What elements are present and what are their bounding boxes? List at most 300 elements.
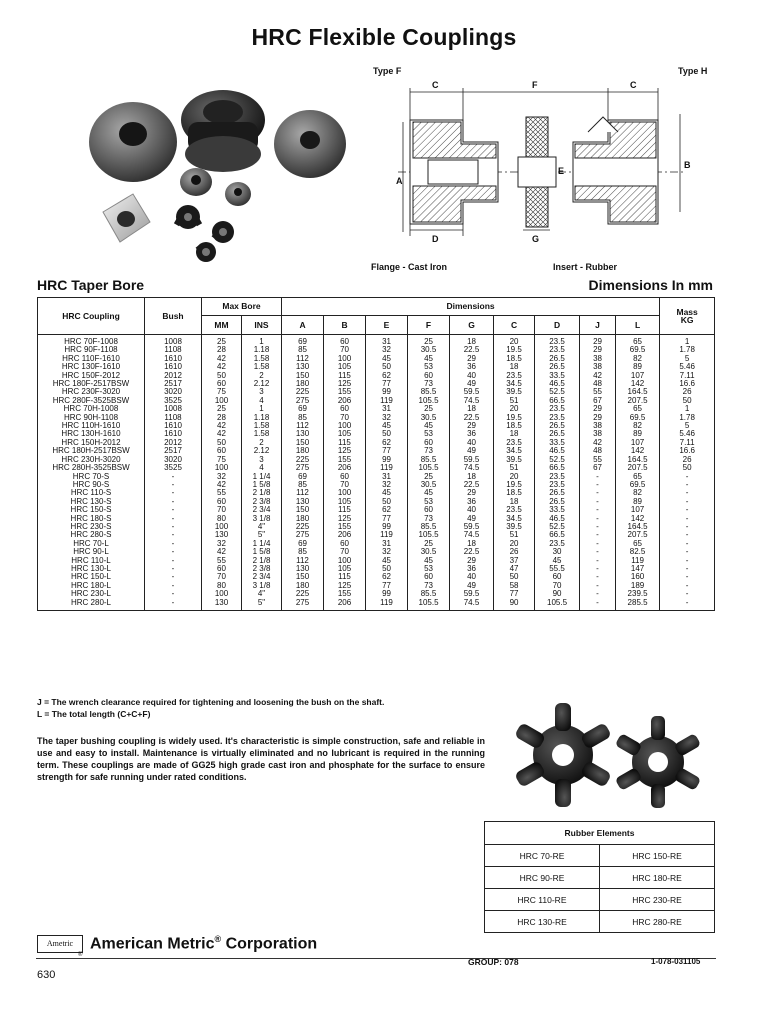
- spec-cell: 52.5: [535, 523, 580, 531]
- spec-cell: 5: [660, 422, 715, 430]
- spec-cell: 40: [450, 372, 494, 380]
- spec-cell: 119: [616, 557, 660, 565]
- spec-cell: 23.5: [535, 405, 580, 413]
- spec-cell: 105: [324, 430, 366, 438]
- spec-cell: 225: [282, 456, 324, 464]
- spec-cell: -: [660, 531, 715, 539]
- spec-cell: -: [660, 565, 715, 573]
- spec-cell: 26.5: [535, 498, 580, 506]
- spec-cell: -: [145, 506, 202, 514]
- document-code: 1-078-031105: [651, 957, 701, 966]
- spec-cell: 90: [494, 599, 535, 611]
- note-j: J = The wrench clearance required for tightening and loosening the bush on the shaft.: [37, 697, 385, 707]
- header-mm: MM: [202, 316, 242, 335]
- coupling-model-cell: HRC 130H-1610: [38, 430, 145, 438]
- description-paragraph: The taper bushing coupling is widely used. It's characteristic is simple construction, safe and reliable in use and easy to install. Maintenance is virtually eliminated and no lubricant is required in the running term. These couplings are made of GG25 high grade cast iron and phosphate for the surface to ensure strength for safe running under rated conditions.: [37, 736, 485, 782]
- group-code: GROUP: 078: [468, 957, 519, 967]
- spec-cell: 38: [580, 355, 616, 363]
- spec-cell: 26.5: [535, 363, 580, 371]
- spec-cell: 40: [450, 573, 494, 581]
- spec-cell: 77: [366, 582, 408, 590]
- spec-cell: 51: [494, 397, 535, 405]
- spec-cell: -: [660, 548, 715, 556]
- spec-cell: 82.5: [616, 548, 660, 556]
- spec-cell: 105: [324, 498, 366, 506]
- spec-cell: 23.5: [535, 540, 580, 548]
- table-row: [38, 380, 715, 388]
- spec-cell: 3: [242, 456, 282, 464]
- table-row: [38, 599, 715, 611]
- spec-cell: 125: [324, 380, 366, 388]
- spec-cell: 1610: [145, 363, 202, 371]
- spec-cell: -: [145, 565, 202, 573]
- spec-cell: 70: [324, 346, 366, 354]
- spec-cell: 50: [202, 372, 242, 380]
- spec-cell: 5.46: [660, 363, 715, 371]
- spec-cell: -: [660, 481, 715, 489]
- spec-cell: 50: [660, 464, 715, 472]
- spec-cell: 275: [282, 599, 324, 611]
- spec-cell: 75: [202, 456, 242, 464]
- spec-cell: 59.5: [450, 590, 494, 598]
- spec-cell: -: [580, 506, 616, 514]
- spec-cell: 155: [324, 388, 366, 396]
- spec-cell: 34.5: [494, 380, 535, 388]
- spec-cell: 32: [366, 481, 408, 489]
- spec-cell: 1008: [145, 335, 202, 347]
- spec-cell: 1.18: [242, 346, 282, 354]
- header-dimensions: Dimensions: [282, 298, 660, 316]
- spec-cell: 60: [408, 372, 450, 380]
- spec-cell: 1: [242, 405, 282, 413]
- table-row: [38, 489, 715, 497]
- spec-cell: 60: [202, 565, 242, 573]
- spec-cell: 25: [408, 473, 450, 481]
- coupling-model-cell: HRC 90H-1108: [38, 414, 145, 422]
- spec-cell: -: [145, 599, 202, 611]
- spec-cell: 37: [494, 557, 535, 565]
- rubber-cell: HRC 110-RE: [485, 889, 600, 911]
- spec-cell: 28: [202, 346, 242, 354]
- coupling-model-cell: HRC 90-S: [38, 481, 145, 489]
- spec-cell: 36: [450, 565, 494, 573]
- spec-cell: 16.6: [660, 380, 715, 388]
- spec-cell: 60: [408, 506, 450, 514]
- coupling-model-cell: HRC 230H-3020: [38, 456, 145, 464]
- spec-cell: 2 3/8: [242, 498, 282, 506]
- spec-cell: 42: [202, 430, 242, 438]
- spec-cell: 20: [494, 405, 535, 413]
- spec-cell: 125: [324, 582, 366, 590]
- spec-cell: -: [660, 498, 715, 506]
- table-row: [38, 456, 715, 464]
- spec-cell: 73: [408, 380, 450, 388]
- spec-cell: 82: [616, 489, 660, 497]
- dim-c-left: C: [432, 80, 439, 90]
- spec-cell: 22.5: [450, 346, 494, 354]
- table-row: [38, 548, 715, 556]
- spec-cell: 3525: [145, 464, 202, 472]
- spec-cell: 33.5: [535, 506, 580, 514]
- spec-cell: 25: [202, 335, 242, 347]
- spec-cell: 22.5: [450, 481, 494, 489]
- spec-cell: 45: [408, 557, 450, 565]
- spec-cell: 1 1/4: [242, 540, 282, 548]
- spec-cell: 69.5: [616, 414, 660, 422]
- spec-cell: 30: [535, 548, 580, 556]
- spec-cell: 49: [450, 380, 494, 388]
- spec-cell: 82: [616, 355, 660, 363]
- spec-cell: 29: [450, 422, 494, 430]
- spec-cell: 119: [366, 531, 408, 539]
- coupling-product-photo: [78, 82, 358, 292]
- spec-cell: 82: [616, 422, 660, 430]
- spec-cell: -: [660, 557, 715, 565]
- spec-cell: 53: [408, 565, 450, 573]
- spec-cell: 2012: [145, 372, 202, 380]
- spec-cell: 5: [660, 355, 715, 363]
- spec-cell: -: [145, 515, 202, 523]
- header-g: G: [450, 316, 494, 335]
- spec-cell: 20: [494, 540, 535, 548]
- spec-cell: 31: [366, 335, 408, 347]
- spec-cell: 20: [494, 473, 535, 481]
- spec-cell: 38: [580, 363, 616, 371]
- spec-cell: 46.5: [535, 447, 580, 455]
- spec-cell: 2012: [145, 439, 202, 447]
- rubber-cell: HRC 280-RE: [600, 911, 715, 933]
- coupling-model-cell: HRC 70F-1008: [38, 335, 145, 347]
- spec-cell: 59.5: [450, 388, 494, 396]
- spec-cell: 69: [282, 473, 324, 481]
- spec-cell: 85.5: [408, 590, 450, 598]
- spec-cell: 3 1/8: [242, 515, 282, 523]
- spec-cell: 38: [580, 430, 616, 438]
- spec-cell: 18.5: [494, 489, 535, 497]
- spec-cell: 29: [450, 557, 494, 565]
- spec-cell: 55: [580, 388, 616, 396]
- spec-cell: 112: [282, 489, 324, 497]
- spec-cell: 29: [580, 405, 616, 413]
- spec-cell: 105.5: [408, 464, 450, 472]
- spec-cell: 45: [408, 422, 450, 430]
- spec-cell: 42: [202, 548, 242, 556]
- spec-cell: 85: [282, 346, 324, 354]
- spec-cell: 1: [660, 405, 715, 413]
- coupling-model-cell: HRC 280-L: [38, 599, 145, 611]
- spec-cell: 119: [366, 397, 408, 405]
- spec-cell: 69.5: [616, 481, 660, 489]
- spec-cell: 22.5: [450, 414, 494, 422]
- spec-cell: 48: [580, 447, 616, 455]
- spec-cell: 206: [324, 599, 366, 611]
- spec-cell: 23.5: [494, 372, 535, 380]
- spec-cell: 30.5: [408, 481, 450, 489]
- rubber-cell: HRC 130-RE: [485, 911, 600, 933]
- spec-cell: -: [145, 590, 202, 598]
- spec-cell: 18.5: [494, 355, 535, 363]
- spec-cell: 55.5: [535, 565, 580, 573]
- spec-cell: 26.5: [535, 489, 580, 497]
- caption-insert: Insert - Rubber: [553, 262, 618, 272]
- spec-cell: 105.5: [408, 531, 450, 539]
- spec-cell: -: [145, 531, 202, 539]
- header-d: D: [535, 316, 580, 335]
- spec-cell: 89: [616, 498, 660, 506]
- spec-cell: 49: [450, 515, 494, 523]
- coupling-model-cell: HRC 180F-2517BSW: [38, 380, 145, 388]
- spec-cell: 1108: [145, 414, 202, 422]
- table-row: [38, 335, 715, 347]
- spec-cell: 164.5: [616, 523, 660, 531]
- spec-cell: 50: [366, 565, 408, 573]
- coupling-model-cell: HRC 110H-1610: [38, 422, 145, 430]
- coupling-model-cell: HRC 150-L: [38, 573, 145, 581]
- header-j: J: [580, 316, 616, 335]
- rubber-elements-photo: [508, 700, 708, 815]
- spec-cell: 60: [202, 380, 242, 388]
- dim-c-right: C: [630, 80, 637, 90]
- table-row: [485, 845, 715, 867]
- section-title-dimensions: Dimensions In mm: [588, 277, 713, 293]
- table-row: [38, 388, 715, 396]
- spec-cell: 125: [324, 515, 366, 523]
- spec-cell: 30.5: [408, 548, 450, 556]
- spec-cell: -: [145, 523, 202, 531]
- spec-cell: -: [145, 489, 202, 497]
- spec-cell: 69: [282, 335, 324, 347]
- spec-cell: 142: [616, 515, 660, 523]
- spec-cell: -: [580, 523, 616, 531]
- spec-cell: 25: [202, 405, 242, 413]
- dim-b: B: [684, 160, 691, 170]
- spec-cell: 16.6: [660, 447, 715, 455]
- table-row: [38, 523, 715, 531]
- coupling-model-cell: HRC 70-S: [38, 473, 145, 481]
- spec-cell: 130: [282, 565, 324, 573]
- spec-cell: 1610: [145, 355, 202, 363]
- spec-cell: 66.5: [535, 397, 580, 405]
- table-row: [485, 889, 715, 911]
- spec-cell: 1.18: [242, 414, 282, 422]
- spec-cell: 119: [366, 464, 408, 472]
- spec-cell: 66.5: [535, 464, 580, 472]
- spec-cell: 18: [494, 430, 535, 438]
- spec-cell: 207.5: [616, 464, 660, 472]
- rubber-elements-title: Rubber Elements: [485, 822, 715, 845]
- spec-cell: 51: [494, 464, 535, 472]
- table-row: [485, 911, 715, 933]
- spec-cell: 3020: [145, 456, 202, 464]
- coupling-model-cell: HRC 110F-1610: [38, 355, 145, 363]
- spec-cell: 155: [324, 456, 366, 464]
- spec-cell: 100: [202, 523, 242, 531]
- spec-cell: 225: [282, 388, 324, 396]
- spec-cell: -: [580, 573, 616, 581]
- spec-cell: -: [580, 515, 616, 523]
- spec-cell: 99: [366, 388, 408, 396]
- header-f: F: [408, 316, 450, 335]
- coupling-model-cell: HRC 180H-2517BSW: [38, 447, 145, 455]
- spec-cell: 1: [660, 335, 715, 347]
- spec-cell: 23.5: [494, 506, 535, 514]
- table-row: [38, 473, 715, 481]
- spec-cell: 51: [494, 531, 535, 539]
- spec-cell: 25: [408, 335, 450, 347]
- spec-cell: 32: [202, 473, 242, 481]
- rubber-elements-table: [484, 821, 715, 933]
- spec-cell: 19.5: [494, 414, 535, 422]
- spec-cell: 115: [324, 372, 366, 380]
- spec-cell: 130: [202, 599, 242, 611]
- spec-cell: -: [660, 582, 715, 590]
- spec-cell: 70: [535, 582, 580, 590]
- coupling-model-cell: HRC 230-L: [38, 590, 145, 598]
- spec-cell: 5.46: [660, 430, 715, 438]
- spec-cell: 275: [282, 464, 324, 472]
- ametric-logo: Ametric: [37, 935, 83, 953]
- spec-cell: 36: [450, 363, 494, 371]
- spec-cell: 48: [580, 380, 616, 388]
- spec-cell: 100: [202, 590, 242, 598]
- spec-cell: 23.5: [535, 346, 580, 354]
- spec-cell: -: [660, 473, 715, 481]
- spec-cell: 42: [580, 439, 616, 447]
- spec-cell: 39.5: [494, 523, 535, 531]
- spec-cell: 70: [324, 414, 366, 422]
- spec-cell: 50: [366, 363, 408, 371]
- spec-cell: 45: [366, 422, 408, 430]
- spec-cell: 115: [324, 439, 366, 447]
- spec-cell: 23.5: [535, 481, 580, 489]
- spec-cell: 18: [450, 405, 494, 413]
- spec-cell: 207.5: [616, 531, 660, 539]
- spec-cell: 275: [282, 397, 324, 405]
- table-row: [38, 439, 715, 447]
- spec-cell: 1.78: [660, 346, 715, 354]
- table-row: [38, 422, 715, 430]
- spec-cell: 40: [450, 439, 494, 447]
- spec-cell: 29: [580, 414, 616, 422]
- spec-cell: 34.5: [494, 515, 535, 523]
- spec-table: [37, 297, 715, 611]
- spec-cell: 70: [202, 573, 242, 581]
- spec-cell: 89: [616, 430, 660, 438]
- spec-cell: 77: [366, 380, 408, 388]
- table-row: [38, 590, 715, 598]
- header-c: C: [494, 316, 535, 335]
- table-row: [38, 498, 715, 506]
- spec-cell: -: [145, 557, 202, 565]
- table-row: [38, 355, 715, 363]
- table-row: [38, 397, 715, 405]
- spec-cell: 130: [282, 430, 324, 438]
- spec-cell: 70: [202, 506, 242, 514]
- spec-cell: 105.5: [408, 397, 450, 405]
- spec-cell: 125: [324, 447, 366, 455]
- spec-cell: 99: [366, 523, 408, 531]
- table-row: [38, 565, 715, 573]
- rubber-cell: HRC 180-RE: [600, 867, 715, 889]
- spec-cell: 2517: [145, 447, 202, 455]
- spec-cell: 42: [202, 355, 242, 363]
- spec-cell: 70: [324, 548, 366, 556]
- spec-cell: 34.5: [494, 447, 535, 455]
- spec-cell: 155: [324, 523, 366, 531]
- spec-cell: 60: [408, 573, 450, 581]
- company-name: American Metric® Corporation: [90, 934, 318, 953]
- spec-cell: 80: [202, 515, 242, 523]
- rubber-cell: HRC 150-RE: [600, 845, 715, 867]
- spec-cell: 2: [242, 439, 282, 447]
- spec-cell: 40: [450, 506, 494, 514]
- spec-cell: 142: [616, 380, 660, 388]
- spec-cell: 60: [324, 335, 366, 347]
- spec-cell: 2517: [145, 380, 202, 388]
- spec-cell: 50: [660, 397, 715, 405]
- table-row: [38, 540, 715, 548]
- spec-cell: -: [660, 489, 715, 497]
- rubber-cell: HRC 90-RE: [485, 867, 600, 889]
- spec-cell: 107: [616, 372, 660, 380]
- spec-cell: 85: [282, 481, 324, 489]
- header-bush: Bush: [145, 298, 202, 335]
- spec-cell: -: [660, 506, 715, 514]
- coupling-model-cell: HRC 70-L: [38, 540, 145, 548]
- spec-cell: 239.5: [616, 590, 660, 598]
- spec-cell: 112: [282, 422, 324, 430]
- spec-cell: -: [580, 599, 616, 611]
- table-row: [38, 447, 715, 455]
- spec-cell: 26.5: [535, 430, 580, 438]
- spec-cell: 47: [494, 565, 535, 573]
- spec-cell: 2: [242, 372, 282, 380]
- spec-cell: 119: [366, 599, 408, 611]
- coupling-model-cell: HRC 90F-1108: [38, 346, 145, 354]
- spec-cell: -: [580, 473, 616, 481]
- spec-cell: 5": [242, 531, 282, 539]
- spec-cell: 2 3/8: [242, 565, 282, 573]
- spec-cell: 100: [324, 355, 366, 363]
- spec-cell: 130: [282, 363, 324, 371]
- spec-cell: 189: [616, 582, 660, 590]
- spec-cell: 50: [494, 573, 535, 581]
- spec-cell: 89: [616, 363, 660, 371]
- spec-cell: 33.5: [535, 439, 580, 447]
- spec-cell: -: [145, 573, 202, 581]
- spec-cell: -: [145, 548, 202, 556]
- spec-cell: -: [580, 590, 616, 598]
- table-row: [38, 481, 715, 489]
- spec-cell: 67: [580, 397, 616, 405]
- spec-cell: 73: [408, 447, 450, 455]
- spec-cell: 100: [202, 397, 242, 405]
- spec-cell: 62: [366, 372, 408, 380]
- spec-cell: 53: [408, 363, 450, 371]
- coupling-section-drawing: [368, 62, 718, 277]
- spec-cell: 69: [282, 405, 324, 413]
- spec-cell: 26: [494, 548, 535, 556]
- spec-cell: 53: [408, 498, 450, 506]
- spec-cell: -: [580, 565, 616, 573]
- spec-cell: 45: [535, 557, 580, 565]
- spec-cell: 55: [580, 456, 616, 464]
- spec-cell: 60: [535, 573, 580, 581]
- spec-cell: 59.5: [450, 456, 494, 464]
- coupling-model-cell: HRC 90-L: [38, 548, 145, 556]
- spec-cell: 85.5: [408, 388, 450, 396]
- spec-cell: 74.5: [450, 464, 494, 472]
